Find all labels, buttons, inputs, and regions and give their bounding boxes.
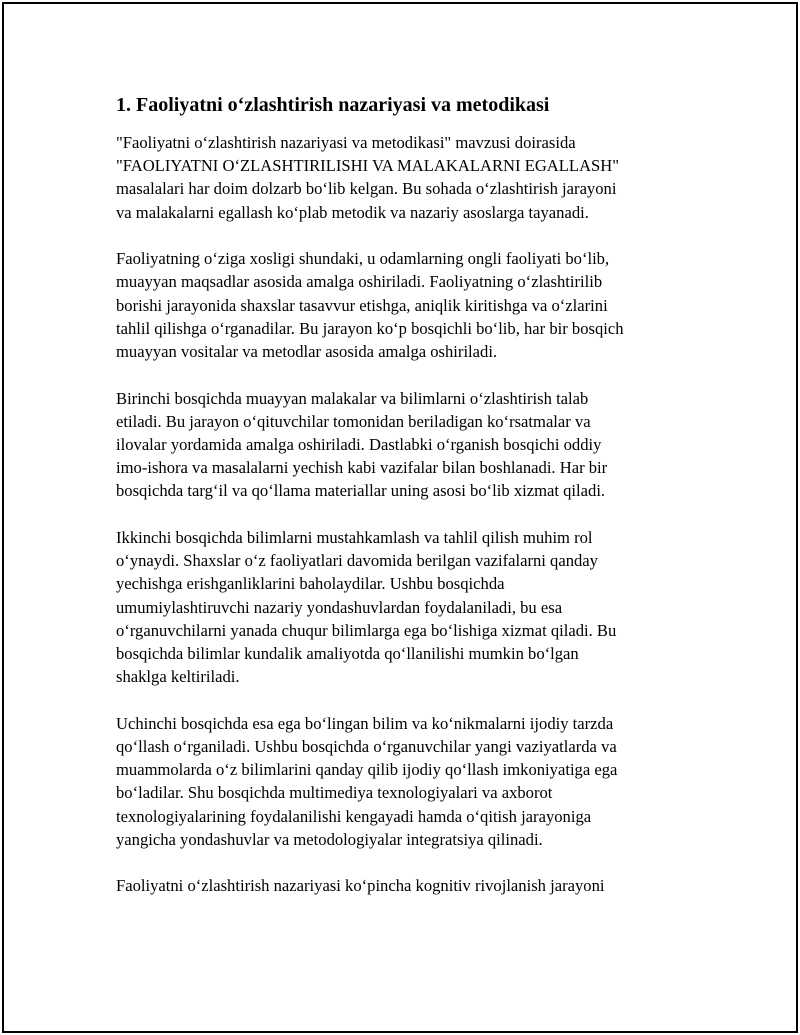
paragraph-5 <box>116 712 706 851</box>
text-line: yechishga erishganliklarini baholaydilar. Ushbu bosqichda <box>116 574 505 594</box>
text-line: muayyan maqsadlar asosida amalga oshiriladi. Faoliyatning o‘zlashtirilib <box>116 272 603 292</box>
text-line: ilovalar yordamida amalga oshiriladi. Dastlabki o‘rganish bosqichi oddiy <box>116 435 602 455</box>
text-line: bosqichda bilimlar kundalik amaliyotda qo‘llanilishi mumkin bo‘lgan <box>116 644 579 664</box>
section-heading: 1. Faoliyatni o‘zlashtirish nazariyasi va metodikasi <box>116 94 550 116</box>
document-body <box>116 92 706 921</box>
text-line: Birinchi bosqichda muayyan malakalar va bilimlarni o‘zlashtirish talab <box>116 388 589 408</box>
text-line: Faoliyatni o‘zlashtirish nazariyasi ko‘pincha kognitiv rivojlanish jarayoni <box>116 876 605 896</box>
text-line: borishi jarayonida shaxslar tasavvur etishga, aniqlik kiritishga va o‘zlarini <box>116 295 608 315</box>
text-line: bo‘ladilar. Shu bosqichda multimediya texnologiyalari va axborot <box>116 783 553 803</box>
text-line: tahlil qilishga o‘rganadilar. Bu jarayon ko‘p bosqichli bo‘lib, har bir bosqich <box>116 318 624 338</box>
text-line: o‘ynaydi. Shaxslar o‘z faoliyatlari davomida berilgan vazifalarni qanday <box>116 551 598 571</box>
text-line: bosqichda targ‘il va qo‘llama materiallar uning asosi bo‘lib xizmat qiladi. <box>116 481 606 501</box>
text-line: va malakalarni egallash ko‘plab metodik va nazariy asoslarga tayanadi. <box>116 202 589 222</box>
text-line: o‘rganuvchilarni yanada chuqur bilimlarga ega bo‘lishiga xizmat qiladi. Bu <box>116 620 617 640</box>
text-line: masalalari har doim dolzarb bo‘lib kelgan. Bu sohada o‘zlashtirish jarayoni <box>116 179 617 199</box>
text-line: etiladi. Bu jarayon o‘qituvchilar tomonidan beriladigan ko‘rsatmalar va <box>116 411 591 431</box>
text-line: shaklga keltiriladi. <box>116 667 240 687</box>
text-line: umumiylashtiruvchi nazariy yondashuvlardan foydalaniladi, bu esa <box>116 597 563 617</box>
text-line: Ikkinchi bosqichda bilimlarni mustahkamlash va tahlil qilish muhim rol <box>116 528 593 548</box>
text-line: texnologiyalarining foydalanilishi kengayadi hamda o‘qitish jarayoniga <box>116 806 592 826</box>
text-line: imo-ishora va masalalarni yechish kabi vazifalar bilan boshlanadi. Har bir <box>116 458 608 478</box>
text-line: yangicha yondashuvlar va metodologiyalar integratsiya qilinadi. <box>116 829 543 849</box>
text-line: muayyan vositalar va metodlar asosida amalga oshiriladi. <box>116 342 498 362</box>
text-line: Faoliyatning o‘ziga xosligi shundaki, u odamlarning ongli faoliyati bo‘lib, <box>116 249 610 269</box>
paragraph-3 <box>116 387 706 503</box>
text-line: "Faoliyatni o‘zlashtirish nazariyasi va metodikasi" mavzusi doirasida <box>116 133 576 152</box>
text-line: qo‘llash o‘rganiladi. Ushbu bosqichda o‘rganuvchilar yangi vaziyatlarda va <box>116 737 617 757</box>
paragraph-1 <box>116 131 706 224</box>
text-line: muammolarda o‘z bilimlarini qanday qilib ijodiy qo‘llash imkoniyatiga ega <box>116 760 618 780</box>
paragraph-4 <box>116 526 706 688</box>
text-line: Uchinchi bosqichda esa ega bo‘lingan bilim va ko‘nikmalarni ijodiy tarzda <box>116 713 614 733</box>
paragraph-2 <box>116 247 706 363</box>
text-line: "FAOLIYATNI O‘ZLASHTIRILISHI VA MALAKALARNI EGALLASH" <box>116 156 620 176</box>
paragraph-6 <box>116 874 706 897</box>
